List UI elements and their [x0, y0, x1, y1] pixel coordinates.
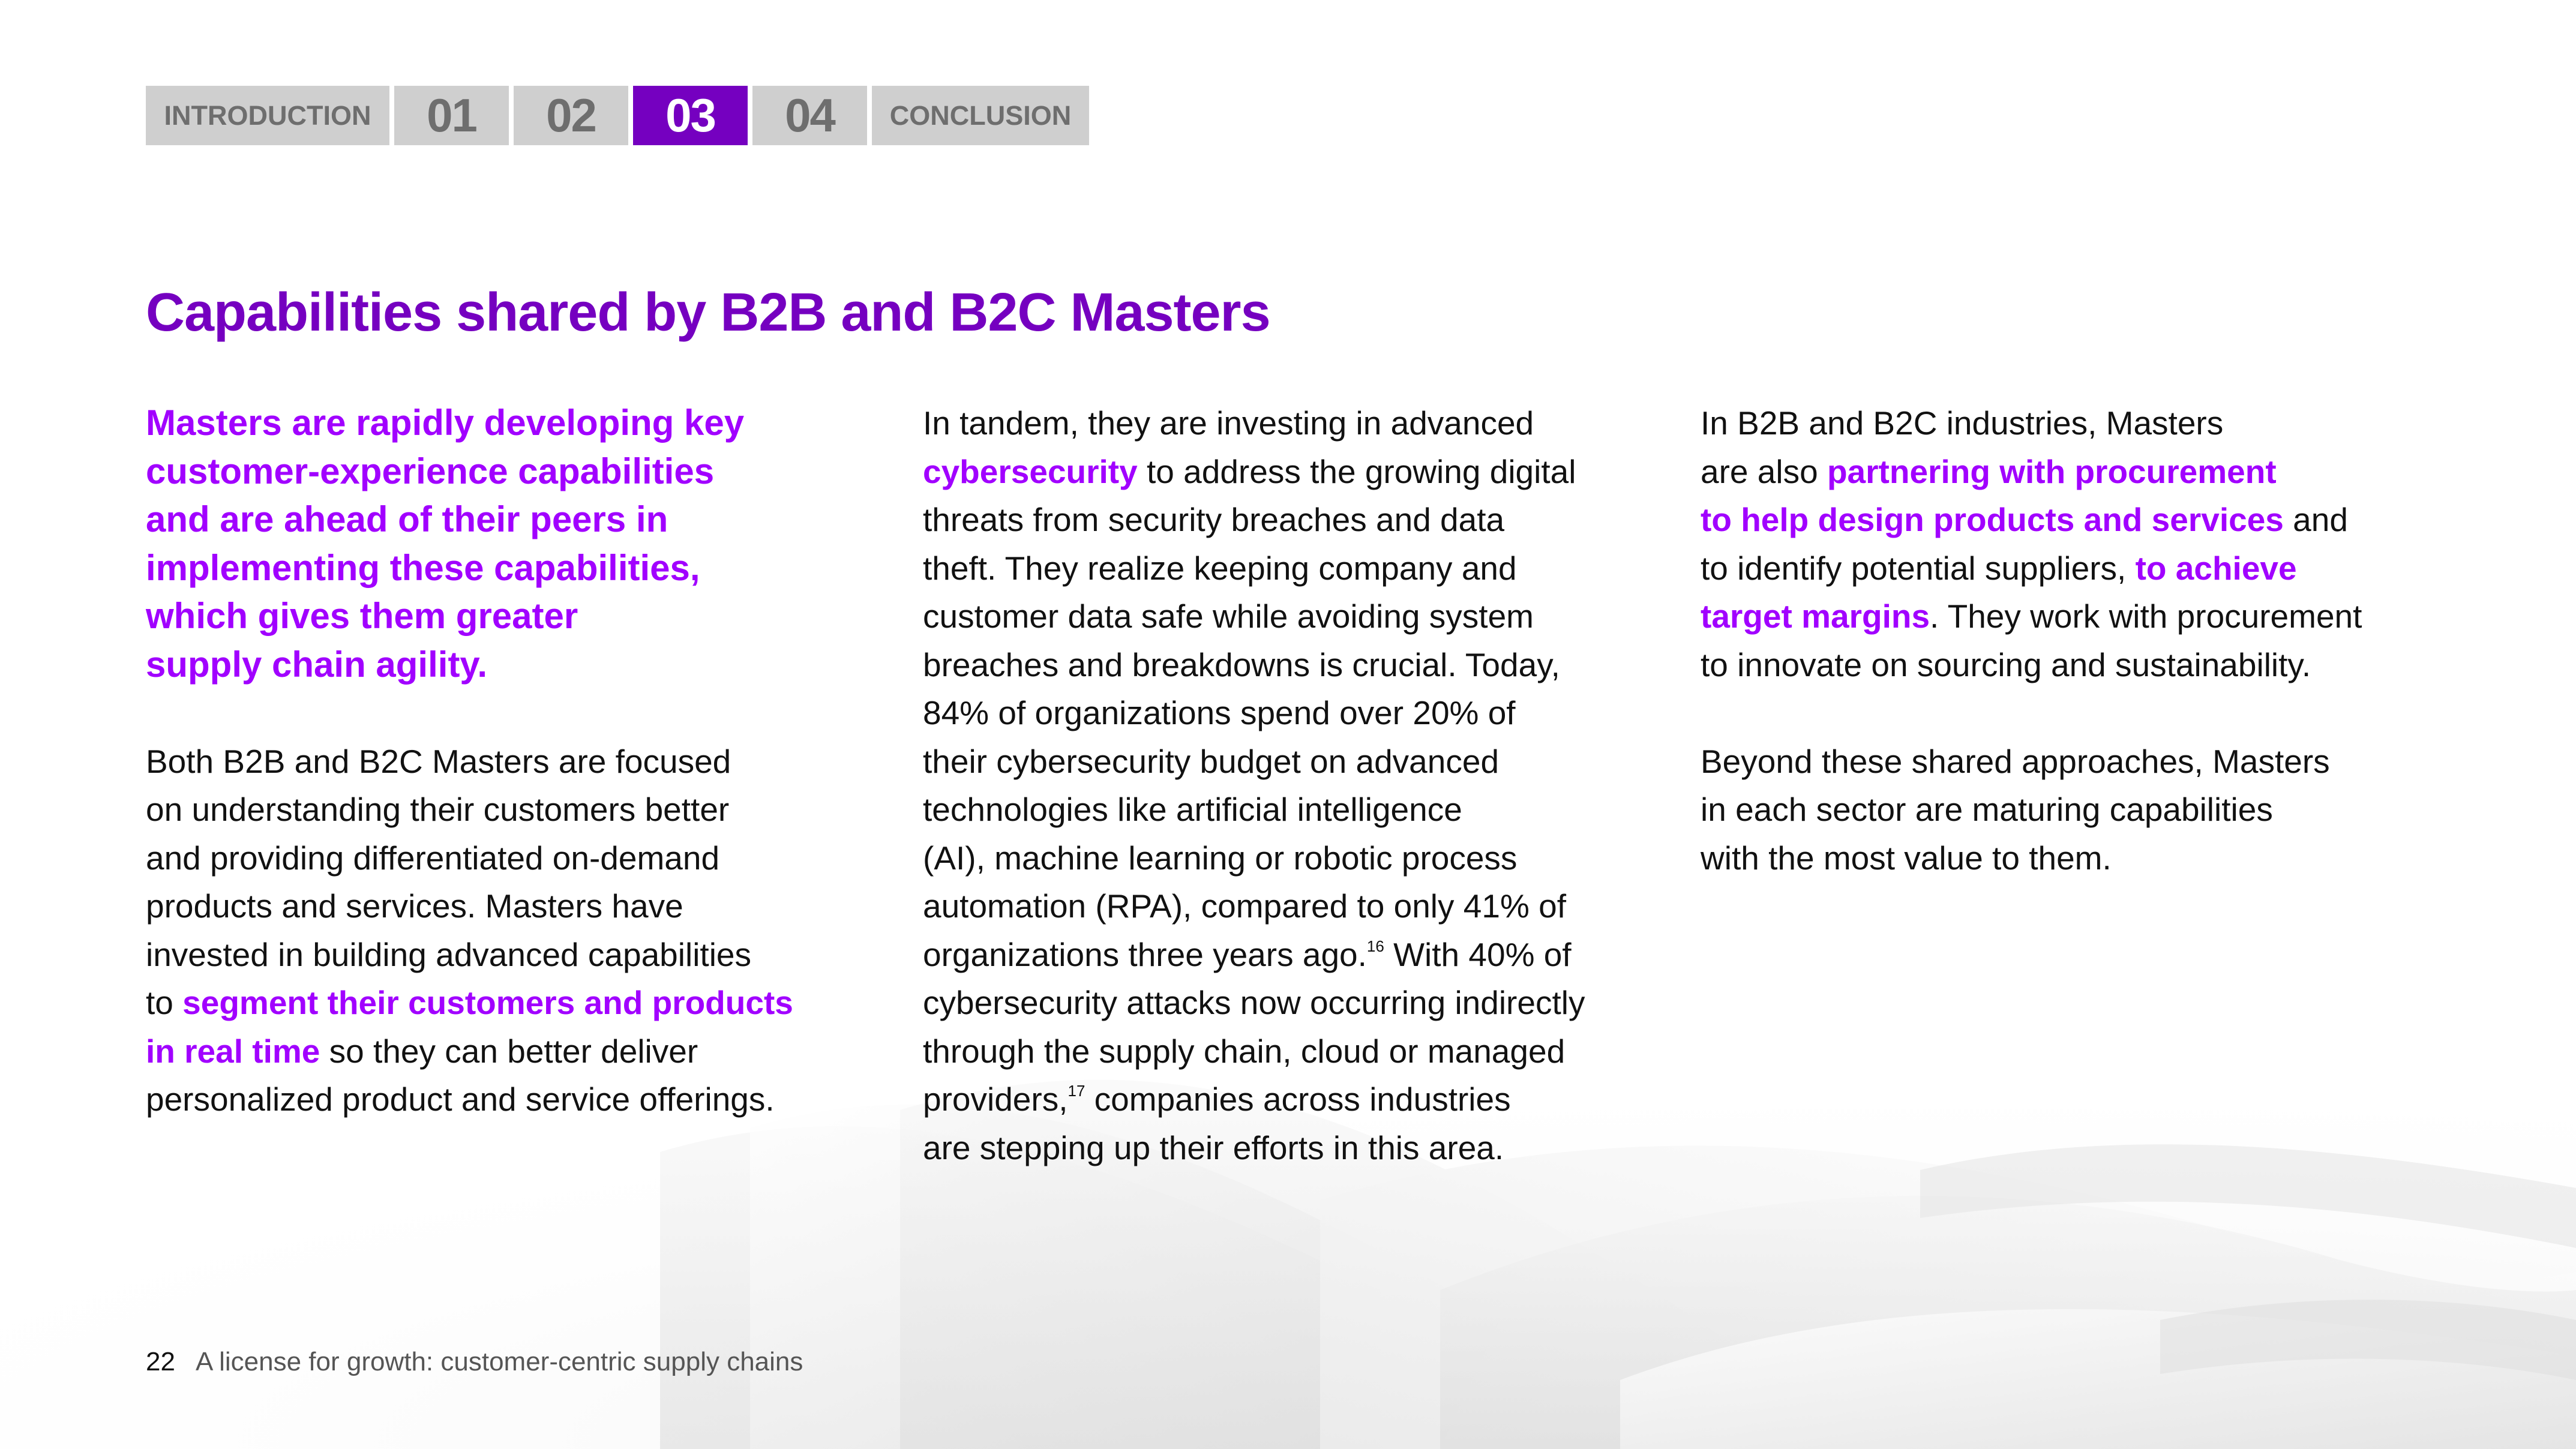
text-run: and — [2283, 501, 2348, 538]
text-line: In tandem, they are investing in advanced — [923, 404, 1534, 442]
tab-conclusion[interactable]: CONCLUSION — [872, 86, 1089, 145]
text-run: to identify potential suppliers, — [1701, 549, 2136, 587]
text-line: cybersecurity attacks now occurring indirectly — [923, 984, 1585, 1021]
body-paragraph — [1701, 399, 2445, 689]
text-run: providers, — [923, 1081, 1068, 1118]
tab-introduction[interactable]: INTRODUCTION — [146, 86, 389, 145]
text-line: technologies like artificial intelligence — [923, 791, 1462, 828]
highlight-text: cybersecurity — [923, 452, 1138, 490]
text-line — [923, 1075, 1667, 1124]
tab-01[interactable]: 01 — [394, 86, 509, 145]
text-line: on understanding their customers better — [146, 791, 730, 828]
text-line: invested in building advanced capabilities — [146, 935, 752, 973]
section-nav — [146, 86, 1089, 145]
lead-statement — [146, 399, 848, 689]
text-run: to — [146, 984, 183, 1021]
highlight-text: target margins — [1701, 598, 1930, 635]
text-run: are also — [1701, 452, 1827, 490]
text-line — [1701, 592, 2445, 641]
text-line: Beyond these shared approaches, Masters — [1701, 742, 2330, 780]
lead-line: and are ahead of their peers in — [146, 499, 668, 539]
page-number: 22 — [146, 1347, 175, 1376]
text-line: in each sector are maturing capabilities — [1701, 791, 2273, 828]
text-line: their cybersecurity budget on advanced — [923, 742, 1500, 780]
text-line: with the most value to them. — [1701, 839, 2112, 877]
text-run: With 40% of — [1384, 935, 1572, 973]
highlight-text: to help design products and services — [1701, 501, 2284, 538]
column-2 — [923, 399, 1667, 1172]
lead-line: which gives them greater — [146, 596, 578, 636]
text-run: companies across industries — [1085, 1081, 1511, 1118]
text-line: customer data safe while avoiding system — [923, 598, 1534, 635]
footer-title: A license for growth: customer-centric supply chains — [195, 1347, 803, 1376]
lead-line: customer-experience capabilities — [146, 451, 715, 491]
body-paragraph — [923, 399, 1667, 1172]
text-line — [146, 1027, 848, 1076]
page-title: Capabilities shared by B2B and B2C Masters — [146, 283, 1270, 343]
text-run: so they can better deliver — [320, 1032, 698, 1070]
text-line: through the supply chain, cloud or managed — [923, 1032, 1566, 1070]
text-line — [923, 931, 1667, 979]
text-line: breaches and breakdowns is crucial. Today, — [923, 646, 1560, 683]
tab-03[interactable]: 03 — [633, 86, 748, 145]
text-line: threats from security breaches and data — [923, 501, 1505, 538]
text-line: 84% of organizations spend over 20% of — [923, 694, 1516, 731]
text-line: Both B2B and B2C Masters are focused — [146, 742, 731, 780]
text-line: are stepping up their efforts in this area. — [923, 1129, 1504, 1166]
text-run: to address the growing digital — [1137, 452, 1576, 490]
lead-line: supply chain agility. — [146, 644, 488, 685]
footnote-ref[interactable]: 16 — [1366, 937, 1384, 955]
tab-04[interactable]: 04 — [752, 86, 867, 145]
text-line: and providing differentiated on-demand — [146, 839, 720, 877]
highlight-text: to achieve — [2135, 549, 2297, 587]
text-line — [146, 979, 848, 1027]
text-line — [923, 448, 1667, 496]
column-3 — [1701, 399, 2445, 882]
lead-line: Masters are rapidly developing key — [146, 403, 745, 443]
page-footer — [146, 1347, 803, 1377]
lead-line: implementing these capabilities, — [146, 547, 700, 588]
text-line — [1701, 448, 2445, 496]
text-run: organizations three years ago. — [923, 935, 1367, 973]
body-paragraph — [1701, 737, 2445, 883]
text-line: In B2B and B2C industries, Masters — [1701, 404, 2224, 442]
highlight-text: segment their customers and products — [182, 984, 793, 1021]
column-1 — [146, 399, 848, 1124]
highlight-text: in real time — [146, 1032, 320, 1070]
text-line: theft. They realize keeping company and — [923, 549, 1517, 587]
text-line: to innovate on sourcing and sustainability. — [1701, 646, 2311, 683]
text-line: (AI), machine learning or robotic process — [923, 839, 1518, 877]
text-run: . They work with procurement — [1930, 598, 2362, 635]
highlight-text: partnering with procurement — [1827, 452, 2277, 490]
tab-02[interactable]: 02 — [514, 86, 628, 145]
text-line — [1701, 544, 2445, 593]
body-paragraph — [146, 737, 848, 1124]
text-line: automation (RPA), compared to only 41% of — [923, 887, 1567, 925]
text-line — [1701, 496, 2445, 544]
text-line: products and services. Masters have — [146, 887, 683, 925]
text-line: personalized product and service offerings. — [146, 1081, 775, 1118]
footnote-ref[interactable]: 17 — [1067, 1082, 1085, 1100]
